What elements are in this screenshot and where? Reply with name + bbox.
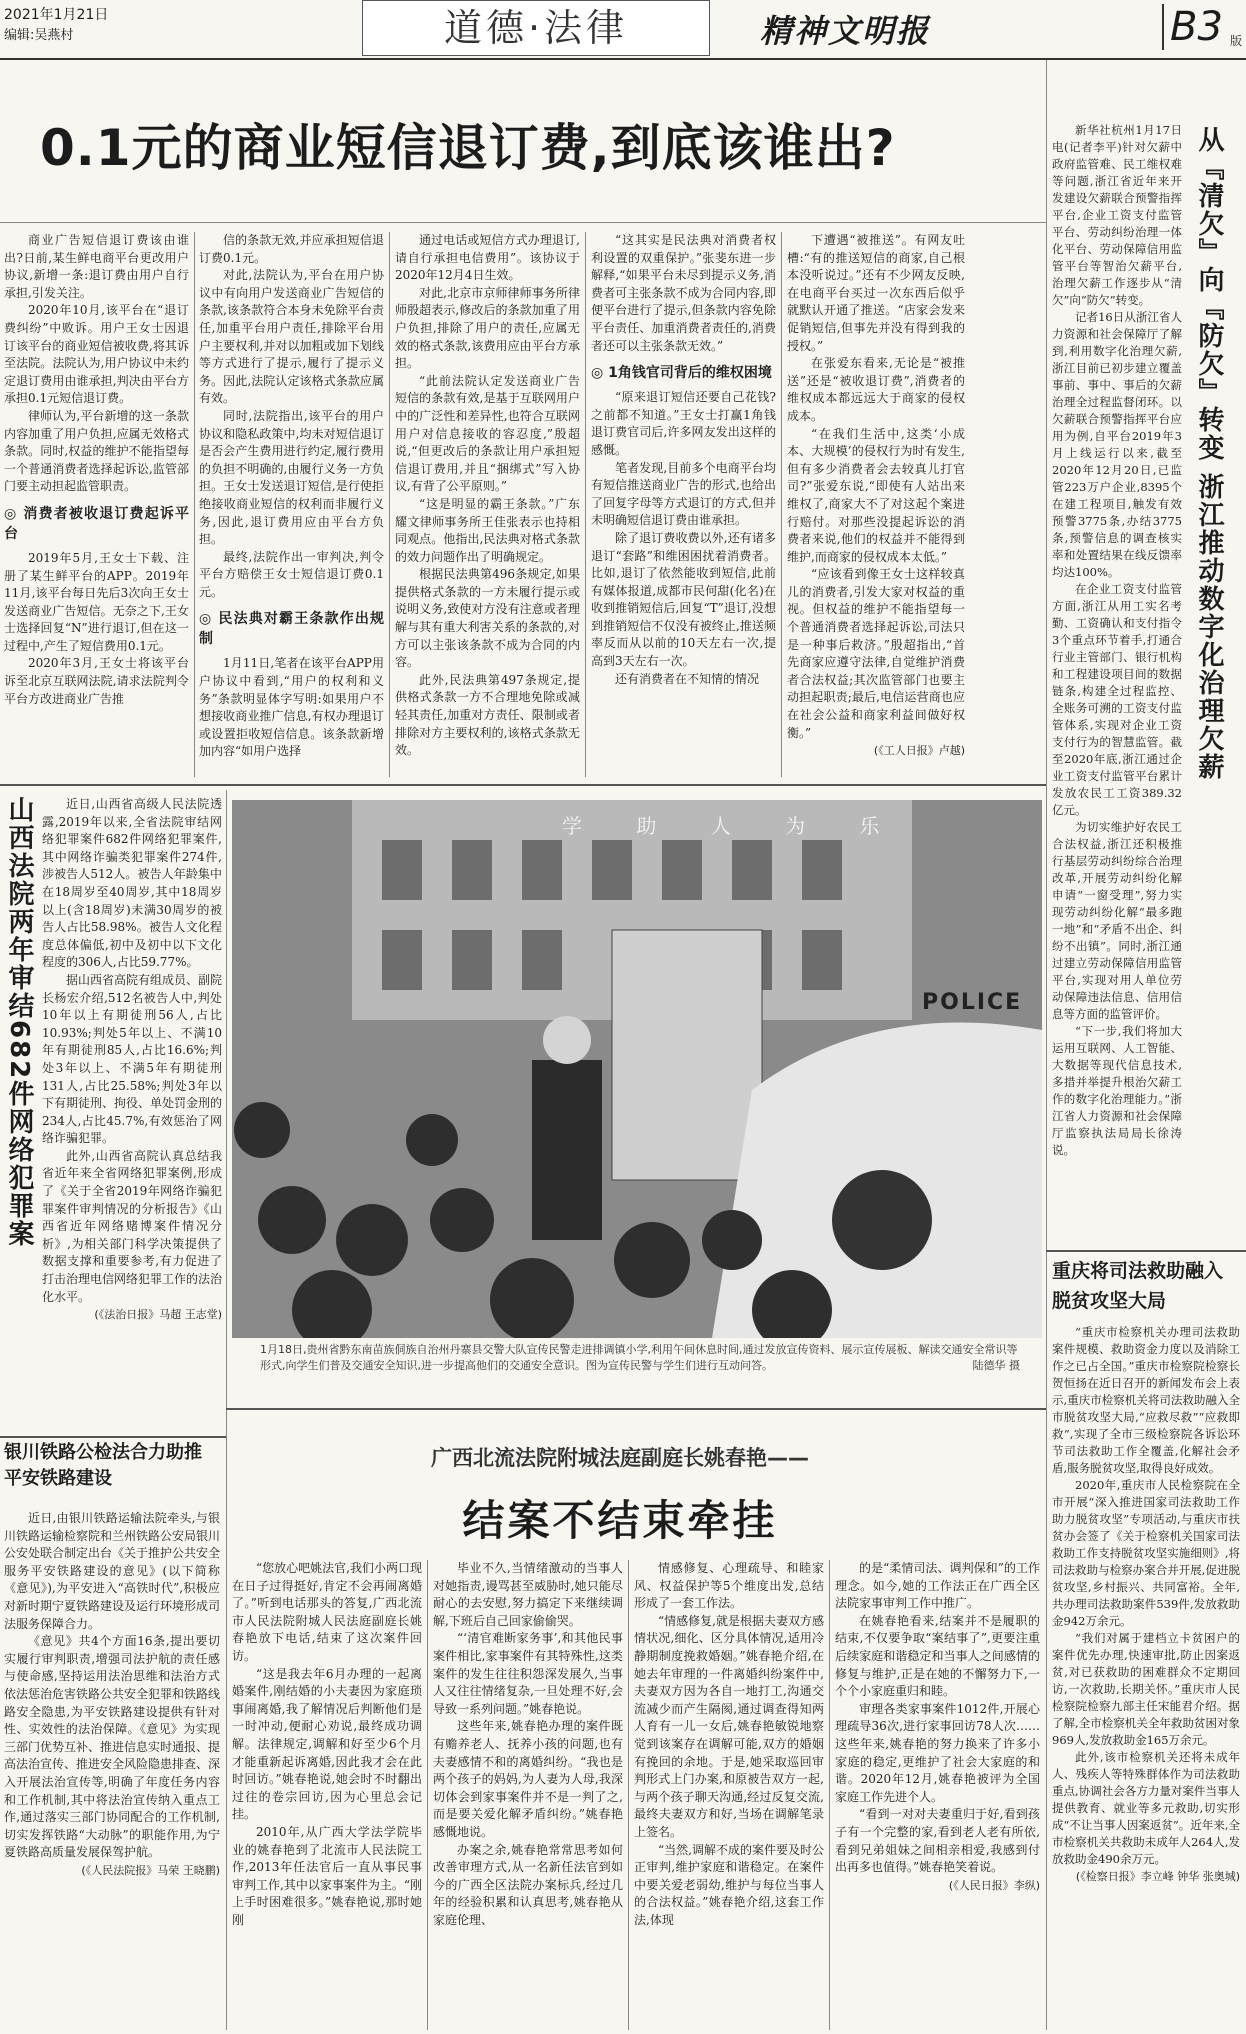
paragraph: 近日,由银川铁路运输法院牵头,与银川铁路运输检察院和兰州铁路公安局银川公安处联合制定出台《关于推护公共安全服务平安铁路建设的意见》(以下简称《意见》),为平安进入“高铁时代”,积极应对新时期宁夏铁路建设及运行环境形成司法服务保障合力。	[4, 1511, 220, 1631]
paragraph: 在企业工资支付监管方面,浙江从用工实名考勤、工资确认和支付指令3个重点环节着手,打通合行业主管部门、银行机构和工程建设项目间的数据链条,构建全过程监控、全账务可溯的工资支付监管体系,实现对企业工资支付行为的智慧监管。截至2020年底,浙江通过企业工资支付监管平台累计发放农民工工资389.32亿元。	[1052, 582, 1182, 817]
paragraph: 同时,法院指出,该平台的用户协议和隐私政策中,均未对短信退订是否会产生费用进行约定,履行费用的负担不明确的,由履行义务一方负担。王女士发送退订短信,是行使拒绝接收商业短信的权利而非履行义务,因此,退订费用应由平台方负担。	[199, 408, 384, 547]
shanxi-headline: 山西法院两年审结682件网络犯罪案	[4, 796, 34, 1249]
paragraph: 2020年3月,王女士将该平台诉至北京互联网法院,请求法院判令平台方改进商业广告推	[4, 656, 189, 706]
source-credit: (《检察日报》李立峰 钟华 张奥城)	[1075, 1870, 1240, 1883]
paragraph: 记者16日从浙江省人力资源和社会保障厅了解到,利用数字化治理欠薪,浙江目前已初步建立覆盖事前、事中、事后的欠薪治理全过程监督闭环。以欠薪联合预警指挥平台应用为例,自平台2019年3月上线运行以来,截至2020年12月20日,已监管223万户企业,8395个在建工程项目,触发有效预警3775条,办结3775条,预警信息的调查核实率和处置结果在线反馈率均达100%。	[1052, 310, 1182, 579]
school-sign: 学 助 人 为 乐	[562, 814, 904, 838]
paragraph: 2010年,从广西大学法学院毕业的姚春艳到了北流市人民法院工作,2013年任法官后一直从事民事审判工作,其中以家事案件为主。“刚上手时困难很多。”姚春艳说,那时她刚	[232, 1824, 422, 1927]
paragraph: 情感修复、心理疏导、和睦家风、权益保护等5个维度出发,总结形成了一套工作法。	[634, 1561, 824, 1611]
paragraph: 这些年来,姚春艳办理的案件既有赡养老人、抚养小孩的问题,也有夫妻感情不和的离婚纠纷。“我也是两个孩子的妈妈,为人妻为人母,我深切体会到家事案件并不是一判了之,而是要关爱化解矛盾纠纷。”姚春艳感慨地说。	[433, 1719, 623, 1839]
paragraph: 审理各类家事案件1012件,开展心理疏导36次,进行家事回访78人次……这些年来,姚春艳的努力换来了许多小家庭的稳定,更维护了社会大家庭的和谐。2020年12月,姚春艳被评为全国家庭工作先进个人。	[835, 1701, 1040, 1804]
photo-credit: 陆德华 摄	[972, 1359, 1020, 1372]
section-banner	[362, 0, 710, 56]
sidebar-body-2	[1052, 1324, 1240, 2024]
paragraph: 2020年10月,该平台在“退订费纠纷”中败诉。用户王女士因退订该平台的商业短信被收费,将其诉至法院。法院认为,用户协议中未约定退订费用由谁承担,判决由平台方承担0.1元短信退订费。	[4, 303, 189, 406]
sidebar-headline: 从『清欠』向『防欠』转变 浙江推动数字化治理欠薪	[1194, 126, 1224, 782]
paragraph: “您放心吧姚法官,我们小两口现在日子过得挺好,肯定不会再闹离婚了。”听到电话那头的答复,广西北流市人民法院附城人民法庭副庭长姚春艳放下电话,结束了这次案件回访。	[232, 1561, 422, 1663]
bullet-icon: ◎	[591, 365, 609, 382]
paragraph: 笔者发现,目前多个电商平台均有短信推送商业广告的形式,也给出了回复字母等方式退订的方式,但并未明确短信退订费由谁承担。	[591, 460, 776, 528]
paragraph: 1月11日,笔者在该平台APP用户协议中看到,“用户的权利和义务”条款明显体字写明:如果用户不想接收商业推广信息,有权办理退订或设置拒收短信信息。该条款新增加内容“如用户选择	[199, 656, 384, 759]
guangxi-kicker: 广西北流法院附城法庭副庭长姚春艳——	[431, 1446, 809, 1470]
source-credit: (《工人日报》卢越)	[873, 744, 965, 758]
paragraph: 商业广告短信退订费该由谁出?日前,某生鲜电商平台更改用户协议,新增一条:退订费由用户自行承担,引发关注。	[4, 233, 189, 300]
paragraph: “原来退订短信还要自己花钱?之前都不知道。”王女士打赢1角钱退订费官司后,许多网友发出这样的感慨。	[591, 390, 776, 457]
sidebar-body	[1052, 122, 1182, 1242]
issue-date: 2021年1月21日	[4, 7, 109, 23]
paragraph: 办案之余,姚春艳常常思考如何改善审理方式,从一名新任法官到如今的广西全区法院办案标兵,经过几年的经验积累和认真思考,姚春艳从家庭伦理、	[433, 1842, 623, 1927]
paragraph: “在我们生活中,这类‘小成本、大规模’的侵权行为时有发生,但有多少消费者会去较真儿打官司?”张爱东说,“即使有人站出来维权了,商家大不了对这起个案进行赔付。对那些没提起诉讼的消费者来说,他们的权益并不能得到维护,而商家的侵权成本太低。”	[787, 426, 965, 564]
paragraph: 对此,法院认为,平台在用户协议中有向用户发送商业广告短信的条款,该条款符合本身未免除平台责任,加重平台用户责任,排除平台用户主要权利,并对以加粗或加下划线等方式进行了提示,履行了提示义务。因此,法院认定该格式条款应属有效。	[199, 268, 384, 406]
main-col-5	[787, 232, 965, 777]
page-code: B3	[1162, 4, 1223, 50]
source-credit: (《人民日报》李纵)	[948, 1878, 1040, 1892]
paragraph: “这其实是民法典对消费者权利设置的双重保护。”张斐东进一步解释,“如果平台未尽到提示义务,消费者可主张条款不成为合同内容,即便平台进行了提示,但条款内容免除平台责任、加重消费者责任的,消费者还可以主张条款无效。”	[591, 233, 776, 353]
paragraph: “这是明显的霸王条款。”广东耀文律师事务所王佳张表示也持相同观点。他指出,民法典对格式条款的效力问题作出了明确规定。	[395, 496, 580, 564]
paragraph: 下遭遇“被推送”。有网友吐槽:“有的推送短信的商家,自己根本没听说过。”还有不少网友反映,在电商平台买过一次东西后似乎就默认开通了推送。“店家会发来促销短信,但事先并没有得到我的授权。”	[787, 233, 965, 353]
paragraph: “我们对属于建档立卡贫困户的案件优先办理,快速审批,防止因案返贫,对已获救助的困难群众不定期回访,一次救助,长期关怀。”重庆市人民检察院检察九部主任宋能君介绍。据了解,全市检察机关全年救助贫困对象969人,发放救助金165万余元。	[1052, 1631, 1240, 1747]
paragraph: 2020年,重庆市人民检察院在全市开展“深入推进国家司法救助工作助力脱贫攻坚”专项活动,与重庆市扶贫办会签了《关于检察机关国家司法救助工作支持脱贫攻坚实施细则》,将司法救助与检察办案合并开展,促进脱贫攻坚,乡村振兴、共同富裕。全年,共办理司法救助案件539件,发放救助金942万余元。	[1052, 1478, 1240, 1628]
main-article-title: 0.1元的商业短信退订费,到底该谁出?	[40, 119, 896, 177]
header-rule	[0, 58, 1246, 60]
paragraph: 律师认为,平台新增的这一条款内容加重了用户负担,应属无效格式条款。同时,权益的维护不能指望每一个普通消费者选择起诉讼,监管部门要主动担起监管职责。	[4, 408, 189, 494]
guangxi-col-1	[232, 1560, 422, 2030]
page-suffix: 版	[1230, 34, 1243, 48]
paragraph: 2019年5月,王女士下载、注册了某生鲜平台的APP。2019年11月,该平台每日先后3次向王女士发送商业广告短信。无奈之下,王女士选择回复“N”进行退订,但在这一过程中,产生了短信费用0.1元。	[4, 550, 189, 653]
shanxi-body	[42, 796, 222, 1436]
editor-line: 编辑:吴燕村	[4, 28, 74, 43]
guangxi-col-2	[433, 1560, 623, 2030]
paragraph: 信的条款无效,并应承担短信退订费0.1元。	[199, 233, 384, 265]
subhead: ◎ 1角钱官司背后的维权困境	[591, 365, 772, 382]
paragraph: 《意见》共4个方面16条,提出要切实履行审判职责,增强司法护航的责任感与使命感,坚持运用法治思维和法治方式依法惩治危害铁路公共安全犯罪和铁路线路安全隐患,为平安铁路建设提供有针对性、实效性的法治保障。《意见》为实现三部门优势互补、推进信息实时通报、提高法治宣传、推进安全风险隐患排查、深入开展法治宣传等,明确了年度任务内容和工作机制,其中将法治宣传纳入重点工作,通过落实三部门协同配合的工作机制,切实发挥铁路“大动脉”的职能作用,为宁夏铁路高质量发展保驾护航。	[4, 1634, 220, 1860]
paragraph: “这是我去年6月办理的一起离婚案件,刚结婚的小夫妻因为家庭琐事闹离婚,我了解情况后判断他们是一时冲动,便耐心劝说,最终成功调解。法律规定,调解和好至少6个月才能重新起诉离婚,因此我才会在此时回访。”姚春艳说,她会时不时翻出过往的卷宗回访,因为心里总会记挂。	[232, 1666, 422, 1822]
main-col-1	[4, 232, 189, 777]
paragraph: “应该看到像王女士这样较真儿的消费者,引发大家对权益的重视。但权益的维护不能指望每一个普通消费者选择起诉讼,司法只是一种事后救济。”殷超指出,“首先商家应遵守法律,自觉维护消费者合法权益;其次监管部门也要主动担起职责;最后,电信运营商也应在社会公益和商家利益间做好权衡。”	[787, 567, 965, 740]
bullet-icon: ◎	[4, 505, 24, 522]
paragraph: 据山西省高院有组成员、副院长杨宏介绍,512名被告人中,判处10年以上有期徒刑56人,占比10.93%;判处5年以上、不满10年有期徒刑85人,占比16.6%;判处3年以上、不满5年有期徒刑131人,占比25.58%;判处3年以下有期徒刑、拘役、单处罚金刑的234人,占比45.7%,有效惩治了网络诈骗犯罪。	[42, 972, 222, 1146]
police-label: POLICE	[922, 990, 1023, 1015]
paragraph: 为切实维护好农民工合法权益,浙江还积极推行基层劳动纠纷综合治理改革,开展劳动纠纷化解申请“一窗受理”,努力实现劳动纠纷化解“最多跑一地”和“矛盾不出企、纠纷不出镇”。同时,浙江通过建立劳动保障信用监管平台,实现对用人单位劳动保障违法信息、信用信息等方面的监管评价。	[1052, 820, 1182, 1021]
paragraph: 还有消费者在不知情的情况	[615, 671, 760, 686]
paragraph: 最终,法院作出一审判决,判令平台方赔偿王女士短信退订费0.1元。	[199, 549, 384, 599]
paragraph: “下一步,我们将加大运用互联网、人工智能、大数据等现代信息技术,多措并举提升根治欠薪工作的数字化治理能力。”浙江省人力资源和社会保障厅监察执法局局长徐涛说。	[1052, 1024, 1182, 1157]
guangxi-col-3	[634, 1560, 824, 2030]
source-credit: (《法治日报》马超 王志堂)	[94, 1308, 222, 1322]
paragraph: 新华社杭州1月17日电(记者李平)针对欠薪中政府监管难、民工维权难等问题,浙江省近年来开发建设欠薪联合预警指挥平台,企业工资支付监管平台、劳动纠纷治理一体化平台、劳动保障信用监管平台等智治欠薪平台,治理欠薪工作逐步从“清欠”向“防欠”转变。	[1052, 123, 1182, 307]
yinchuan-headline: 银川铁路公检法合力助推平安铁路建设	[4, 1442, 202, 1489]
paragraph: 通过电话或短信方式办理退订,请自行承担电信费用”。该协议于2020年12月4日生效。	[395, 233, 580, 283]
yinchuan-body	[4, 1510, 220, 2025]
subhead: ◎ 消费者被收退订费起诉平台	[4, 505, 189, 542]
paragraph: 对此,北京市京师律师事务所律师殷超表示,修改后的条款加重了用户负担,排除了用户的责任,应属无效的格式条款,该费用应由平台方承担。	[395, 285, 580, 371]
paragraph: 此外,民法典第497条规定,提供格式条款一方不合理地免除或减轻其责任,加重对方责任、限制或者排除对方主要权利的,该格式条款无效。	[395, 672, 580, 758]
news-photo	[232, 800, 1042, 1338]
paragraph: “看到一对对夫妻重归于好,看到孩子有一个完整的家,看到老人老有所依,看到兄弟姐妹之间相亲相爱,我感到付出再多也值得。”姚春艳笑着说。	[835, 1807, 1040, 1875]
paragraph: 根据民法典第496条规定,如果提供格式条款的一方未履行提示或说明义务,致使对方没有注意或者理解与其有重大利害关系的条款的,对方可以主张该条款不成为合同的内容。	[395, 567, 580, 670]
paragraph: 的是“柔情司法、调判保和”的工作理念。如今,她的工作法正在广西全区法院家事审判工作中推广。	[835, 1561, 1040, 1611]
paragraph: “当然,调解不成的案件要及时公正审判,维护家庭和谐稳定。在案件中要关爱老弱幼,维护与每位当事人的合法权益。”姚春艳介绍,这套工作法,体现	[634, 1842, 824, 1927]
paragraph: 毕业不久,当情绪激动的当事人对她指责,谩骂甚至威胁时,她只能尽耐心的去安慰,努力搞定下来继续调解,下班后自己回家偷偷哭。	[433, 1561, 623, 1628]
sidebar-headline-2: 重庆将司法救助融入脱贫攻坚大局	[1052, 1260, 1224, 1312]
main-col-2	[199, 232, 384, 777]
paragraph: “重庆市检察机关办理司法救助案件规模、救助资金力度以及消除工作之已占全国。”重庆市检察院检察长贺恒扬在近日召开的新闻发布会上表示,重庆市检察机关将司法救助融入全市脱贫攻坚大局,“应救尽救”“应救即救”,实现了全市三级检察院各诉讼环节司法救助工作全覆盖,化解社会矛盾,服务脱贫攻坚,取得良好成效。	[1052, 1325, 1240, 1475]
paragraph: “‘清官难断家务事’,和其他民事案件相比,家事案件有其特殊性,这类案件的发生往往积怨深发展久,当事人又往往情绪复杂,一旦处理不好,会导致一系列问题。”姚春艳说。	[433, 1631, 623, 1716]
main-title-rule	[0, 222, 1046, 223]
paragraph: “情感修复,就是根据夫妻双方感情状况,细化、区分具体情况,适用冷静期制度挽救婚姻。”姚春艳介绍,在她去年审理的一件离婚纠纷案件中,夫妻双方因为各自一地打工,沟通交流减少而产生隔阂,通过调查得知两人育有一儿一女后,姚春艳敏锐地察觉到该案存在调解可能,双方的婚姻有挽回的余地。于是,她采取巡回审判形式上门办案,和原被告双方一起,与两个孩子聊天沟通,经过反复交流,最终夫妻双方和好,当场在调解笔录上签名。	[634, 1613, 824, 1839]
main-col-3	[395, 232, 580, 777]
photo-caption: 1月18日,贵州省黔东南苗族侗族自治州丹寨县交警大队宣传民警走进排调镇小学,利用午间休息时间,通过发放宣传资料、展示宣传展板、解读交通安全常识等形式,向学生们普及交通安全知识,进一步提高他们的交通安全意识。图为宣传民警与学生们进行互动问答。 陆德华 摄	[260, 1343, 1020, 1372]
paragraph: 在张爱东看来,无论是“被推送”还是“被收退订费”,消费者的维权成本都远远大于商家的侵权成本。	[787, 356, 965, 423]
paragraph: 除了退订费收费以外,还有诸多退订“套路”和维困困扰着消费者。比如,退订了依然能收到短信,此前有媒体报道,成都市民何甜(化名)在收到推销短信后,回复“T”退订,没想到推销短信不仅没有被终止,推送频率反而从以前的10天左右一次,提高到3天左右一次。	[591, 530, 776, 669]
source-credit: (《人民法院报》马荣 王晓鹏)	[81, 1863, 220, 1877]
paragraph: 在姚春艳看来,结案并不是履职的结束,不仅要争取“案结事了”,更要注重后续家庭和谐稳定和当事人之间感情的修复与维护,正是在她的不懈努力下,一个个小家庭重归和睦。	[835, 1613, 1040, 1699]
section-title: 道德·法律	[443, 6, 629, 50]
paragraph: 此外,山西省高院认真总结我省近年来全省网络犯罪案例,形成了《关于全省2019年网络诈骗犯罪案件审判情况的分析报告》《山西省近年网络赌博案件情况分析》,为相关部门科学决策提供了数据支撑和重要参考,有力促进了打击治理电信网络犯罪工作的法治化水平。	[42, 1148, 222, 1304]
paragraph: 近日,山西省高级人民法院透露,2019年以来,全省法院审结网络犯罪案件682件网络犯罪案件,其中网络诈骗类犯罪案件274件,涉被告人512人。被告人年龄集中在18周岁至40周岁,其中18周岁以上(含18周岁)未满30周岁的被告人占比58.98%。被告人文化程度总体偏低,初中及初中以下文化程度的306人,占比59.77%。	[42, 797, 222, 970]
guangxi-headline: 结案不结束牵挂	[462, 1496, 778, 1545]
bullet-icon: ◎	[199, 611, 219, 628]
paragraph: “此前法院认定发送商业广告短信的条款有效,是基于互联网用户中的广泛性和差异性,也符合互联网用户对信息接收的容忍度,”殷超说,“但更改后的条款让用户承担短信退订费用,并且“捆绑式”写入协议,有背了公平原则。”	[395, 373, 580, 494]
paper-name: 精神文明报	[760, 12, 931, 50]
photo-illustration	[232, 800, 1042, 1338]
guangxi-col-4	[835, 1560, 1040, 2030]
main-col-4	[591, 232, 776, 777]
subhead: ◎ 民法典对霸王条款作出规制	[199, 611, 384, 648]
paragraph: 此外,该市检察机关还将未成年人、残疾人等特殊群体作为司法救助重点,协调社会各方力量对案件当事人提供教育、就业等多元救助,切实形成“不让当事人因案返贫”。近年来,全市检察机关共救助未成年人264人,发放救助金490余万元。	[1052, 1750, 1240, 1866]
